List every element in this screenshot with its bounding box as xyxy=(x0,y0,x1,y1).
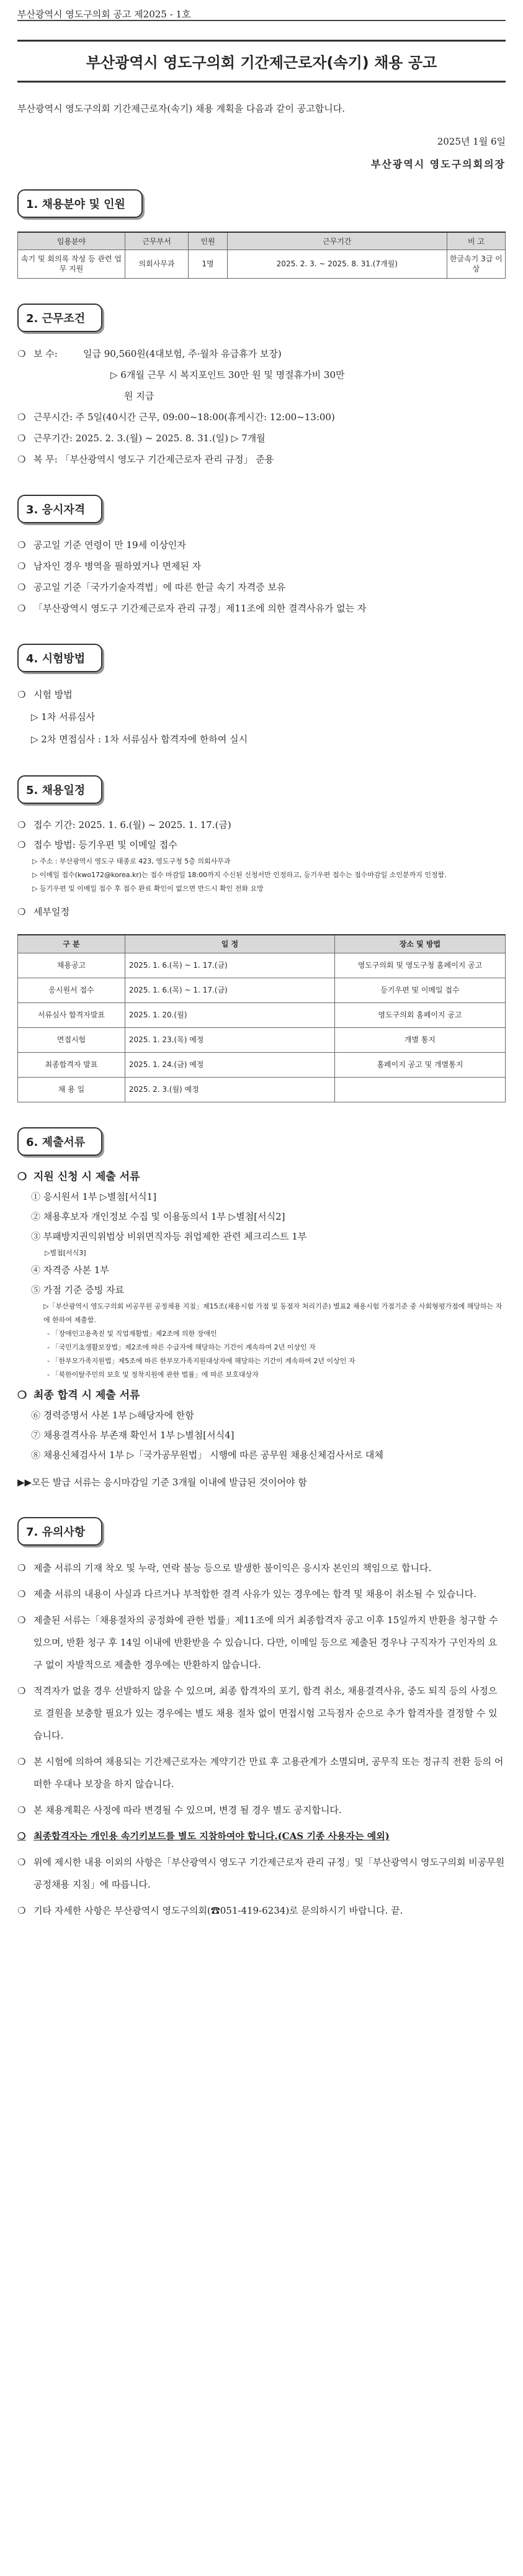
note-item: 본 채용계획은 사정에 따라 변경될 수 있으며, 변경 될 경우 별도 공지합니다. xyxy=(34,1804,342,1816)
hours-text: 근무시간: 주 5일(40시간 근무, 09:00~18:00(휴게시간: 12:00~13:00) xyxy=(34,411,335,423)
section-title: 6. 제출서류 xyxy=(17,1127,102,1156)
section-notes xyxy=(17,1517,506,1922)
bullet-icon: ❍ xyxy=(17,688,26,700)
pay-text: 일급 90,560원(4대보험, 주·월차 유급휴가 보장) xyxy=(83,348,282,359)
table-header: 장소 및 방법 xyxy=(334,935,505,953)
period-text: 근무기간: 2025. 2. 3.(월) ~ 2025. 8. 31.(일) ▷ 7개월 xyxy=(34,432,266,444)
bullet-icon: ❍ xyxy=(17,432,26,444)
bullet-icon: ❍ xyxy=(17,1756,26,1767)
table-cell: 응시원서 접수 xyxy=(18,978,125,1003)
bonus-note: ▷「부산광역시 영도구의회 비공무원 공정채용 지침」제15조(채용시험 가점 및 동점자 처리기준) 별표2 채용시험 가점기준 중 사회형평가점에 해당하는 자에 한하여 제출함. xyxy=(43,1302,503,1324)
table-cell: 영도구의회 홈페이지 공고 xyxy=(334,1003,505,1028)
section-title: 7. 유의사항 xyxy=(17,1517,102,1546)
table-row xyxy=(18,250,506,278)
bullet-icon: ❍ xyxy=(17,906,26,917)
bullet-icon: ❍ xyxy=(17,411,26,423)
list-item: ⑦ 채용결격사유 부존재 확인서 1부 ▷별첨[서식4] xyxy=(31,1430,235,1441)
bullet-icon: ❍ xyxy=(17,1171,27,1183)
section-positions xyxy=(17,189,506,279)
section-schedule xyxy=(17,775,506,1103)
exam-step-2: ▷ 2차 면접심사 : 1차 서류심사 합격자에 한하여 실시 xyxy=(31,733,248,745)
section-documents xyxy=(17,1127,506,1492)
list-item: ⑤ 가점 기준 증빙 자료 xyxy=(31,1284,124,1295)
positions-table xyxy=(17,232,506,279)
section-title: 3. 응시자격 xyxy=(17,495,102,523)
bullet-icon: ❍ xyxy=(17,1831,26,1842)
duty-text: 복 무: 「부산광역시 영도구 기간제근로자 관리 규정」 준용 xyxy=(34,453,274,465)
section-title: 5. 채용일정 xyxy=(17,775,102,804)
detail-schedule-label: 세부일정 xyxy=(34,906,69,917)
table-header: 근무기간 xyxy=(227,232,447,250)
pay-extra: ▷ 6개월 근무 시 복지포인트 30만 원 및 명절휴가비 30만 xyxy=(110,369,345,381)
address-note: ▷ 주소 : 부산광역시 영도구 태종로 423, 영도구청 5층 의회사무과 xyxy=(32,857,231,865)
bonus-note: - 「장애인고용촉진 및 직업재활법」제2조에 의한 장애인 xyxy=(47,1330,217,1338)
list-item: ⑥ 경력증명서 사본 1부 ▷해당자에 한함 xyxy=(31,1410,194,1421)
bullet-icon: ❍ xyxy=(17,1905,26,1916)
table-cell: 1명 xyxy=(189,250,228,278)
bullet-icon: ❍ xyxy=(17,348,26,359)
bullet-icon: ❍ xyxy=(17,539,26,551)
table-cell: 홈페이지 공고 및 개별통지 xyxy=(334,1053,505,1078)
table-cell: 등기우편 및 이메일 접수 xyxy=(334,978,505,1003)
sender-name: 부산광역시 영도구의회의장 xyxy=(370,158,506,170)
list-item: ② 채용후보자 개인정보 수집 및 이용동의서 1부 ▷별첨[서식2] xyxy=(31,1211,285,1222)
note-item: 최종합격자는 개인용 속기키보드를 별도 지참하여야 합니다.(CAS 기종 사용자는 예외) xyxy=(34,1831,390,1842)
application-period: 접수 기간: 2025. 1. 6.(월) ~ 2025. 1. 17.(금) xyxy=(34,819,231,831)
table-header: 근무부서 xyxy=(125,232,188,250)
table-cell: 2025. 1. 6.(목) ~ 1. 17.(금) xyxy=(125,953,334,978)
announcement-number: 부산광역시 영도구의회 공고 제2025 - 1호 xyxy=(17,0,506,21)
bullet-icon: ❍ xyxy=(17,1588,26,1600)
note-item: 본 시험에 의하여 채용되는 기간제근로자는 계약기간 만료 후 고용관계가 소멸되며, 공무직 또는 정규직 전환 등의 어떠한 우대나 보장을 하지 않습니다. xyxy=(34,1756,504,1790)
email-note: ▷ 이메일 접수(kwo172@korea.kr)는 접수 마감일 18:00까지 수신된 신청서만 인정하고, 등기우편 접수는 접수마감일 소인분까지 인정함. xyxy=(32,870,447,879)
bullet-icon: ❍ xyxy=(17,1685,26,1696)
table-cell: 한글속기 3급 이상 xyxy=(447,250,505,278)
page-title: 부산광역시 영도구의회 기간제근로자(속기) 채용 공고 xyxy=(17,40,506,83)
bonus-note: - 「국민기초생활보장법」제2조에 따른 수급자에 해당하는 기간이 계속하여 2년 이상인 자 xyxy=(47,1343,316,1351)
final-docs-title: 최종 합격 시 제출 서류 xyxy=(34,1389,140,1402)
table-cell: 개별 통지 xyxy=(334,1028,505,1053)
table-cell: 면접시험 xyxy=(18,1028,125,1053)
confirm-note: ▷ 등기우편 및 이메일 접수 후 접수 완료 확인이 없으면 반드시 확인 전화 요망 xyxy=(32,884,264,893)
section-title: 1. 채용분야 및 인원 xyxy=(17,189,143,218)
bullet-icon: ❍ xyxy=(17,602,26,614)
section-title: 2. 근무조건 xyxy=(17,304,102,332)
bullet-icon: ❍ xyxy=(17,1562,26,1574)
table-cell: 2025. 1. 20.(월) xyxy=(125,1003,334,1028)
exam-method: 시험 방법 xyxy=(34,688,73,700)
section-exam xyxy=(17,644,506,750)
list-item: 「부산광역시 영도구 기간제근로자 관리 규정」제11조에 의한 결격사유가 없는 자 xyxy=(34,602,367,614)
table-row xyxy=(18,1078,506,1102)
note-item: 적격자가 없을 경우 선발하지 않을 수 있으며, 최종 합격자의 포기, 합격 취소, 채용결격사유, 중도 퇴직 등의 사정으로 결원을 보충할 필요가 있는 경우에는 별도 채용 절차 없이 면접시험 고득점자 순으로 추가 합격자를 결정할 수 있습니다. xyxy=(34,1685,498,1741)
note-item: 기타 자세한 사항은 부산광역시 영도구의회(☎051-419-6234)로 문의하시기 바랍니다. 끝. xyxy=(34,1905,403,1916)
table-cell: 최종합격자 발표 xyxy=(18,1053,125,1078)
bullet-icon: ❍ xyxy=(17,1389,27,1402)
list-item: ④ 자격증 사본 1부 xyxy=(31,1264,109,1276)
table-cell: 의회사무과 xyxy=(125,250,188,278)
bullet-icon: ❍ xyxy=(17,1615,26,1626)
table-cell: 2025. 1. 23.(목) 예정 xyxy=(125,1028,334,1053)
exam-step-1: ▷ 1차 서류심사 xyxy=(31,711,96,723)
table-header: 비 고 xyxy=(447,232,505,250)
schedule-table xyxy=(17,934,506,1103)
application-method: 접수 방법: 등기우편 및 이메일 접수 xyxy=(34,839,177,850)
table-row xyxy=(18,1053,506,1078)
table-cell: 서류심사 합격자발표 xyxy=(18,1003,125,1028)
table-row xyxy=(18,1003,506,1028)
bullet-icon: ❍ xyxy=(17,819,26,831)
table-header: 인원 xyxy=(189,232,228,250)
bullet-icon: ❍ xyxy=(17,1857,26,1868)
table-row xyxy=(18,1028,506,1053)
list-item: 공고일 기준「국가기술자격법」에 따른 한글 속기 자격증 보유 xyxy=(34,581,286,593)
pay-label: 보 수: xyxy=(34,348,58,359)
bullet-icon: ❍ xyxy=(17,581,26,593)
table-header: 일 정 xyxy=(125,935,334,953)
table-cell: 2025. 1. 24.(금) 예정 xyxy=(125,1053,334,1078)
bullet-icon: ❍ xyxy=(17,453,26,465)
table-cell: 2025. 2. 3.(월) 예정 xyxy=(125,1078,334,1102)
note-item: 제출 서류의 내용이 사실과 다르거나 부적합한 결격 사유가 있는 경우에는 합격 및 채용이 취소될 수 있습니다. xyxy=(34,1588,476,1600)
list-item: ① 응시원서 1부 ▷별첨[서식1] xyxy=(31,1191,157,1202)
table-header: 임용분야 xyxy=(18,232,125,250)
table-cell: 속기 및 회의록 작성 등 관련 업무 지원 xyxy=(18,250,125,278)
bullet-icon: ❍ xyxy=(17,839,26,850)
list-item: 남자인 경우 병역을 필하였거나 면제된 자 xyxy=(34,560,202,572)
table-cell: 채 용 일 xyxy=(18,1078,125,1102)
table-cell: 2025. 2. 3. ~ 2025. 8. 31.(7개월) xyxy=(227,250,447,278)
announcement-date: 2025년 1월 6일 xyxy=(437,136,506,147)
documents-footer: ▶▶모든 발급 서류는 응시마감일 기준 3개월 이내에 발급된 것이어야 함 xyxy=(17,1477,307,1488)
table-row xyxy=(18,978,506,1003)
table-cell: 영도구의회 및 영도구청 홈페이지 공고 xyxy=(334,953,505,978)
list-item: ▷별첨[서식3] xyxy=(45,1249,86,1257)
note-item: 제출된 서류는「채용절차의 공정화에 관한 법률」제11조에 의거 최종합격자 공고 이후 15일까지 반환을 청구할 수 있으며, 반환 청구 후 14일 이내에 반환받을 수 있습니다. 다만, 이메일 등으로 제출된 경우나 구직자가 구인자의 요구 없이 자발적으로 제출한 경우에는 반환하지 않습니다. xyxy=(34,1615,498,1670)
table-header: 구 분 xyxy=(18,935,125,953)
section-conditions xyxy=(17,304,506,470)
bullet-icon: ❍ xyxy=(17,560,26,572)
note-item: 위에 제시한 내용 이외의 사항은「부산광역시 영도구 기간제근로자 관리 규정」및「부산광역시 영도구의회 비공무원 공정채용 지침」에 따릅니다. xyxy=(34,1857,505,1890)
table-row xyxy=(18,953,506,978)
list-item: ⑧ 채용신체검사서 1부 ▷「국가공무원법」 시행에 따른 공무원 채용신체검사서로 대체 xyxy=(31,1449,383,1461)
pay-extra: 원 지급 xyxy=(124,390,154,402)
apply-docs-title: 지원 신청 시 제출 서류 xyxy=(34,1171,140,1183)
section-qualifications xyxy=(17,495,506,619)
table-cell xyxy=(334,1078,505,1102)
bonus-note: - 「북한이탈주민의 보호 및 정착지원에 관한 법률」에 따른 보호대상자 xyxy=(47,1371,259,1379)
bonus-note: - 「한부모가족지원법」제5조에 따른 한부모가족지원대상자에 해당하는 기간이 계속하여 2년 이상인 자 xyxy=(47,1357,355,1365)
table-cell: 채용공고 xyxy=(18,953,125,978)
table-cell: 2025. 1. 6.(목) ~ 1. 17.(금) xyxy=(125,978,334,1003)
list-item: 공고일 기준 연령이 만 19세 이상인자 xyxy=(34,539,186,551)
section-title: 4. 시험방법 xyxy=(17,644,102,672)
intro-text: 부산광역시 영도구의회 기간제근로자(속기) 채용 계획을 다음과 같이 공고합니다. xyxy=(17,103,346,114)
list-item: ③ 부패방지권익위법상 비위면직자등 취업제한 관련 체크리스트 1부 xyxy=(31,1231,307,1242)
note-item: 제출 서류의 기재 착오 및 누락, 연락 불능 등으로 발생한 불이익은 응시자 본인의 책임으로 합니다. xyxy=(34,1562,432,1574)
bullet-icon: ❍ xyxy=(17,1804,26,1816)
